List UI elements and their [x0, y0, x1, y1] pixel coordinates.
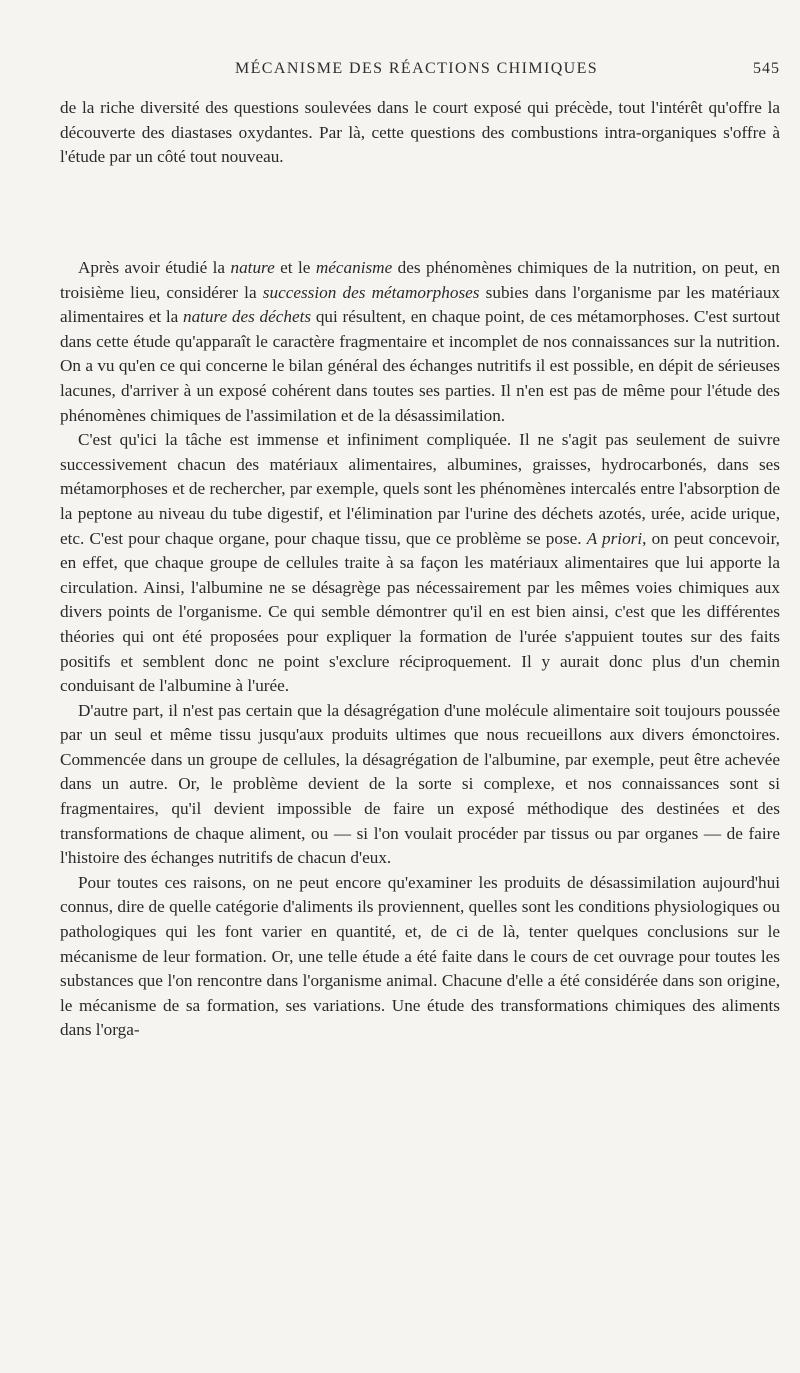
text-run: Après avoir étudié la — [78, 258, 231, 277]
page-number: 545 — [753, 60, 780, 77]
italic-term: nature des déchets — [182, 307, 312, 327]
text-run: subies dans l'organisme par les matériaux alimentaires et la — [60, 282, 781, 327]
text-run: qui résultent, en chaque point, de ces métamorphoses. C'est surtout dans cette étude qu'apparaît le caractère fragmentaire et incomplet de nos connaissances sur la nutrition. On a vu qu'en ce qui concerne le bilan général des échanges nutritifs il est possible, en dépit de sérieuses lacunes, d'arriver à un exposé cohérent dans toutes ses parties. Il n'en est pas de même pour l'étude des phénomènes chimiques de l'assimilation et de la désassimilation. — [60, 307, 780, 425]
paragraph-continued: de la riche diversité des questions soulevées dans le court exposé qui précède, tout l'intérêt qu'offre la découverte des diastases oxydantes. Par là, cette questions des combustions intra-organiques s'offre à l'étude par un côté tout nouveau. — [60, 98, 780, 167]
running-title: MÉCANISME DES RÉACTIONS CHIMIQUES — [235, 60, 599, 77]
text-run: , on peut concevoir, en effet, que chaque groupe de cellules traite à sa façon les matériaux alimentaires que lui apporte la circulation. Ainsi, l'albumine ne se désagrège pas nécessairement par les mêmes voies chimiques aux divers points de l'organisme. Ce qui semble démontrer qu'il en est bien ainsi, c'est que les différentes théories qui ont été proposées pour expliquer la formation de l'urée s'appuient toutes sur des faits positifs et semblent donc ne point s'exclure réciproquement. Il y aurait donc plus d'un chemin conduisant de l'albumine à l'urée. — [60, 528, 780, 696]
paragraph-3: D'autre part, il n'est pas certain que la désagrégation d'une molécule alimentaire soit toujours poussée par un seul et même tissu jusqu'aux produits ultimes que nous recueillons aux divers émonctoires. Commencée dans un groupe de cellules, la désagrégation de l'albumine, par exemple, peut être achevée dans un autre. Or, le problème devient de la sorte si complexe, et nos connaissances sont si fragmentaires, qu'il devient impossible de faire un exposé méthodique des destinées et des transformations de chaque aliment, ou — si l'on voulait procéder par tissus ou par organes — de faire l'histoire des échanges nutritifs de chacun d'eux. — [60, 700, 780, 868]
italic-term: nature — [230, 258, 275, 277]
paragraph-4: Pour toutes ces raisons, on ne peut encore qu'examiner les produits de désassimilation aujourd'hui connus, dire de quelle catégorie d'aliments ils proviennent, quelles sont les conditions physiologiques ou pathologiques qui les font varier en quantité, et, de ci de là, tenter quelques conclusions sur le mécanisme de leur formation. Or, une telle étude a été faite dans le cours de cet ouvrage pour toutes les substances que l'on rencontre dans l'organisme animal. Chacune d'elle a été considérée dans son origine, le mécanisme de sa formation, ses variations. Une étude des transformations chimiques des aliments dans l'orga- — [60, 872, 780, 1040]
text-run: et le — [274, 258, 316, 277]
italic-term: succession des métamorphoses — [262, 282, 480, 302]
running-head — [60, 60, 780, 86]
paragraph-2 — [60, 428, 780, 699]
main-text-block — [60, 256, 780, 1043]
italic-term: mécanisme — [315, 258, 393, 277]
italic-term: A priori — [586, 528, 643, 548]
text-run: des phénomènes chimiques de la nutrition, on peut, en troisième lieu, considérer la — [60, 258, 780, 302]
text-run: C'est qu'ici la tâche est immense et infiniment compliquée. Il ne s'agit pas seulement de suivre successivement chacun des matériaux alimentaires, albumines, graisses, hydrocarbonés, dans ses métamorphoses et de rechercher, par exemple, quels sont les phénomènes intercalés entre l'absorption de la peptone au niveau du tube digestif, et l'élimination par l'urine des déchets azotés, urée, acide urique, etc. C'est pour chaque organe, pour chaque tissu, que ce problème se pose. — [60, 430, 780, 548]
paragraph-1 — [60, 256, 780, 428]
continuation-block — [60, 96, 780, 170]
